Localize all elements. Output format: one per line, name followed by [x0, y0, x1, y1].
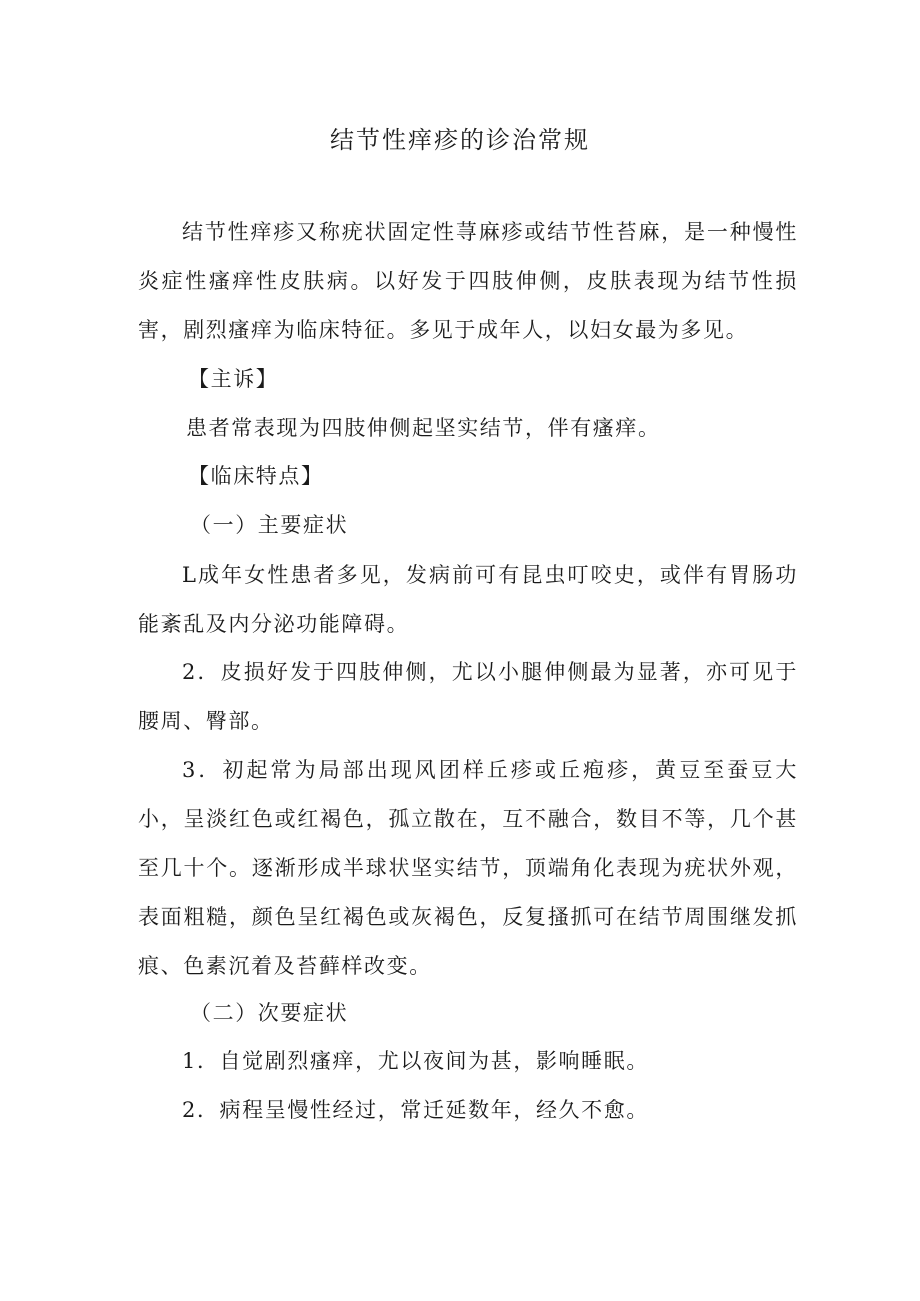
document-title: 结节性痒疹的诊治常规 — [330, 126, 590, 154]
main-symptom-item-1: L成年女性患者多见，发病前可有昆虫叮咬史，或伴有胃肠功能紊乱及内分泌功能障碍。 — [138, 563, 798, 636]
main-symptom-item-2: 2．皮损好发于四肢伸侧，尤以小腿伸侧最为显著，亦可见于腰周、臀部。 — [138, 660, 798, 733]
intro-paragraph: 结节性痒疹又称疣状固定性荨麻疹或结节性苔麻，是一种慢性炎症性瘙痒性皮肤病。以好发于四肢伸侧，皮肤表现为结节性损害，剧烈瘙痒为临床特征。多见于成年人，以妇女最为多见。 — [138, 220, 798, 342]
secondary-symptom-item-1: 1．自觉剧烈瘙痒，尤以夜间为甚，影响睡眠。 — [182, 1049, 649, 1073]
clinical-features-heading: 【临床特点】 — [188, 464, 324, 488]
chief-complaint-heading: 【主诉】 — [188, 367, 279, 391]
secondary-symptom-item-2: 2．病程呈慢性经过，常迁延数年，经久不愈。 — [182, 1098, 649, 1122]
main-symptom-item-3: 3．初起常为局部出现风团样丘疹或丘疱疹，黄豆至蚕豆大小，呈淡红色或红褐色，孤立散在，互不融合，数目不等，几个甚至几十个。逐渐形成半球状坚实结节，顶端角化表现为疣状外观，表面粗糙，颜色呈红褐色或灰褐色，反复搔抓可在结节周围继发抓痕、色素沉着及苔藓样改变。 — [138, 758, 798, 978]
secondary-symptoms-heading: （二）次要症状 — [190, 1001, 349, 1025]
main-symptoms-heading: （一）主要症状 — [190, 513, 349, 537]
chief-complaint-text: 患者常表现为四肢伸侧起坚实结节，伴有瘙痒。 — [186, 416, 661, 440]
